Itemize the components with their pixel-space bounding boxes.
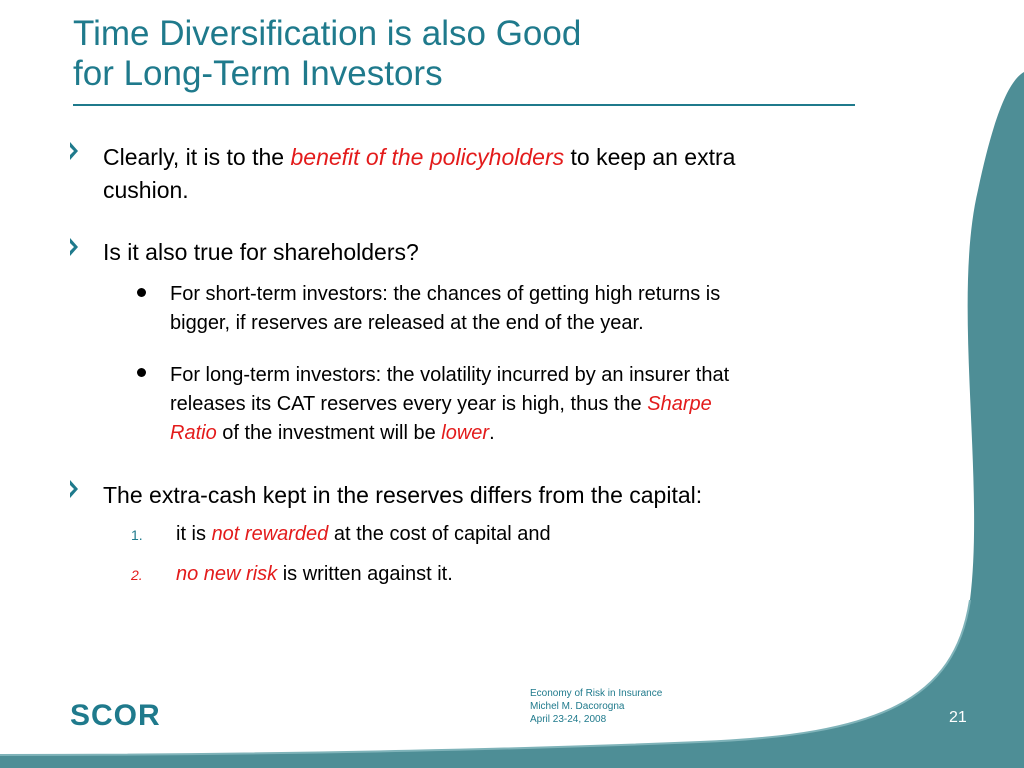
chevron-right-icon [66, 140, 82, 162]
footer-author: Michel M. Dacorogna [530, 701, 625, 712]
sub-bullet-2-line-1: For long-term investors: the volatility incurred by an insurer that [170, 364, 730, 386]
footer-course: Economy of Risk in Insurance [530, 688, 663, 699]
list-number-1: 1. [131, 527, 143, 543]
title-underline [73, 104, 855, 106]
scor-logo [70, 700, 200, 730]
sub-bullet-2-line-3: Ratio of the investment will be lower. [170, 422, 495, 444]
bullet-1-line-2: cushion. [103, 177, 189, 203]
svg-text:SCOR: SCOR [70, 700, 161, 730]
footer-date: April 23-24, 2008 [530, 714, 607, 725]
slide-title [73, 14, 581, 94]
dot-icon [137, 288, 146, 297]
list-item-2: no new risk is written against it. [176, 563, 453, 585]
chevron-right-icon [66, 236, 82, 258]
sub-bullet-1-line-1: For short-term investors: the chances of getting high returns is [170, 283, 721, 305]
footer-info [530, 687, 662, 726]
emphasis-text: Ratio [170, 422, 217, 444]
bullet-1-line-1: Clearly, it is to the benefit of the policyholders to keep an extra [103, 144, 736, 170]
sub-bullet-2-line-2: releases its CAT reserves every year is high, thus the Sharpe [170, 393, 712, 415]
bullet-2-text: Is it also true for shareholders? [103, 239, 419, 265]
title-line-1: Time Diversification is also Good [73, 14, 582, 53]
list-number-2: 2. [131, 567, 143, 583]
list-item-1: it is not rewarded at the cost of capital and [176, 523, 551, 545]
emphasis-text: Sharpe [647, 393, 712, 415]
title-line-2: for Long-Term Investors [73, 54, 443, 93]
bullet-3-text: The extra-cash kept in the reserves differs from the capital: [103, 482, 703, 508]
dot-icon [137, 368, 146, 377]
emphasis-text: lower [441, 422, 490, 444]
sub-bullet-1-line-2: bigger, if reserves are released at the end of the year. [170, 312, 644, 334]
emphasis-text: no new risk [176, 563, 278, 585]
page-number: 21 [949, 709, 967, 726]
emphasis-text: not rewarded [211, 523, 329, 545]
chevron-right-icon [66, 478, 82, 500]
emphasis-text: benefit of the policyholders [290, 144, 565, 170]
